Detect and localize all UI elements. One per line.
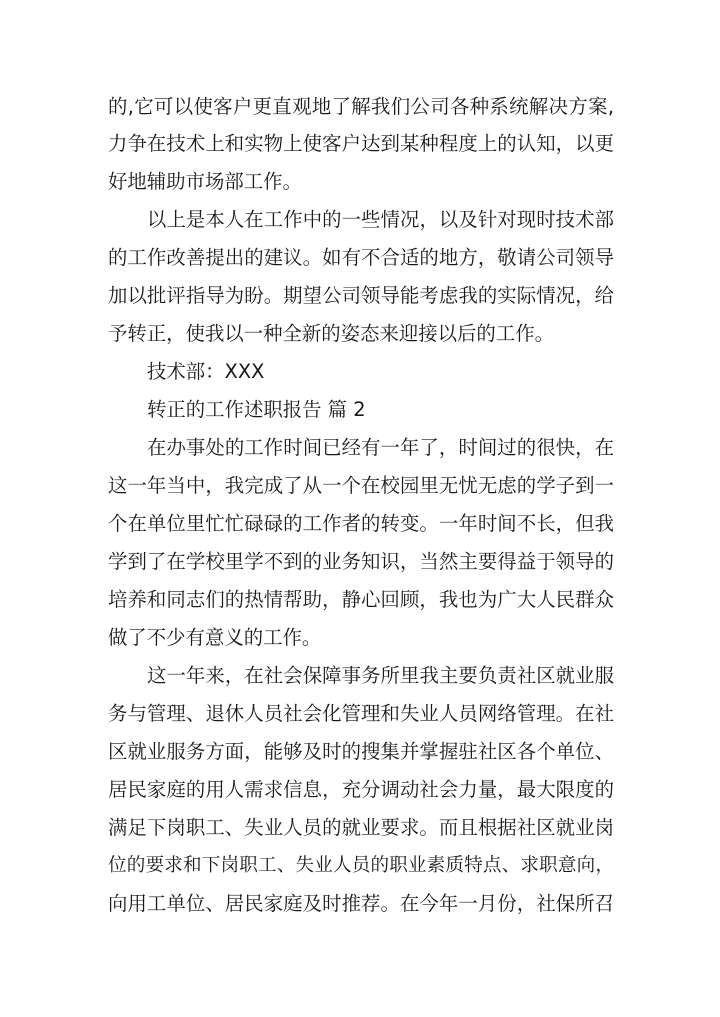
text-line-22: 向用工单位、居民家庭及时推荐。在今年一月份，社保所召 [108, 892, 614, 915]
text-line-7: 予转正，使我以一种全新的姿态来迎接以后的工作。 [108, 322, 554, 345]
text-line-2: 力争在技术上和实物上使客户达到某种程度上的认知，以更 [108, 132, 614, 155]
text-line-6: 加以批评指导为盼。期望公司领导能考虑我的实际情况，给 [108, 284, 614, 307]
text-line-10: 在办事处的工作时间已经有一年了，时间过的很快，在 [147, 436, 614, 459]
text-line-4: 以上是本人在工作中的一些情况，以及针对现时技术部 [147, 208, 614, 231]
text-line-21: 位的要求和下岗职工、失业人员的职业素质特点、求职意向， [108, 855, 614, 876]
text-line-16: 这一年来，在社会保障事务所里我主要负责社区就业服 [147, 664, 614, 687]
text-line-11: 这一年当中，我完成了从一个在校园里无忧无虑的学子到一 [108, 474, 614, 497]
signature-line: 技术部：XXX [147, 360, 265, 383]
text-line-13: 学到了在学校里学不到的业务知识，当然主要得益于领导的 [108, 550, 614, 573]
text-line-17: 务与管理、退休人员社会化管理和失业人员网络管理。在社 [108, 702, 614, 725]
text-line-20: 满足下岗职工、失业人员的就业要求。而且根据社区就业岗 [108, 816, 614, 839]
text-line-3: 好地辅助市场部工作。 [108, 170, 302, 193]
text-line-1: 的,它可以使客户更直观地了解我们公司各种系统解决方案, [108, 95, 614, 118]
text-line-15: 做了不少有意义的工作。 [108, 626, 322, 649]
section-heading: 转正的工作述职报告 篇 2 [147, 398, 366, 421]
text-line-12: 个在单位里忙忙碌碌的工作者的转变。一年时间不长，但我 [108, 512, 614, 535]
text-line-18: 区就业服务方面，能够及时的搜集并掌握驻社区各个单位、 [108, 740, 614, 763]
text-line-19: 居民家庭的用人需求信息，充分调动社会力量，最大限度的 [108, 778, 614, 801]
text-line-14: 培养和同志们的热情帮助，静心回顾，我也为广大人民群众 [108, 588, 614, 611]
text-line-5: 的工作改善提出的建议。如有不合适的地方，敬请公司领导 [108, 246, 614, 269]
